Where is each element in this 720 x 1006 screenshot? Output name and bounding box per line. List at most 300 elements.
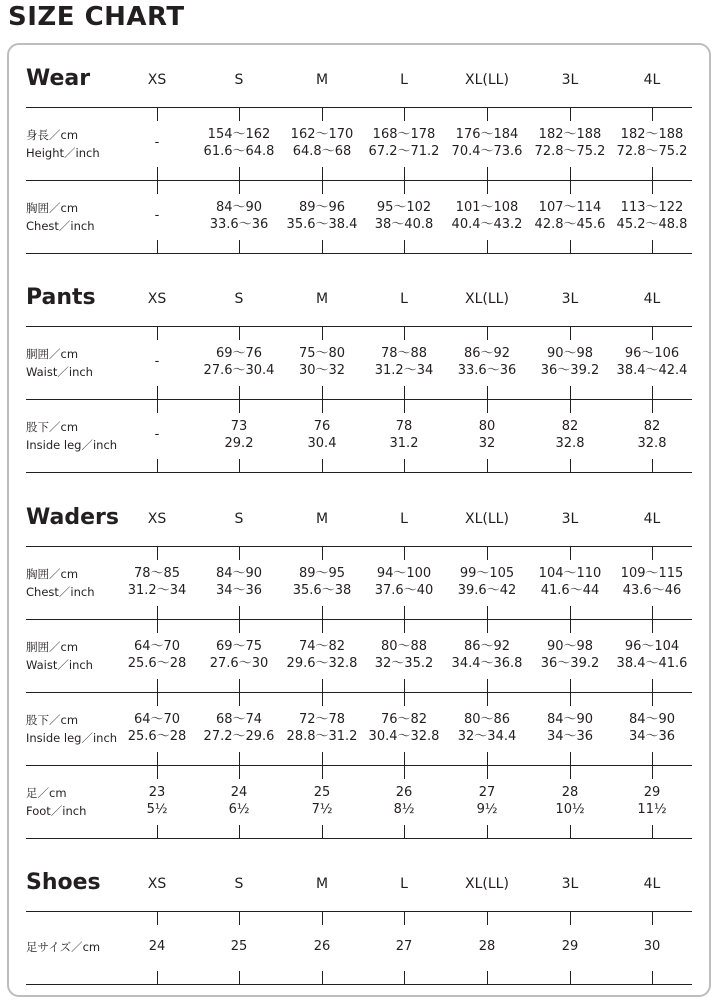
column-tick [652,547,653,560]
row-label-cm: 身長／cm [26,128,79,142]
column-tick [239,181,240,194]
size-header: S [234,72,244,88]
size-value [194,126,284,160]
column-tick [487,240,488,253]
column-tick [570,400,571,413]
size-value [277,418,367,452]
value-cm: 24 [148,939,166,954]
column-tick [322,766,323,779]
value-cm: 90〜98 [546,346,594,361]
size-header: 4L [643,876,661,892]
row-divider [26,180,692,181]
column-tick [570,181,571,194]
row-divider [26,619,692,620]
column-tick [570,620,571,633]
value-cm: 23 [148,785,166,800]
column-tick [570,825,571,838]
value-cm: 95〜102 [376,200,432,215]
size-value [277,126,367,160]
size-value [607,199,697,233]
value-inch: 25.6〜28 [127,729,187,744]
size-value [112,565,202,599]
size-value [112,353,202,370]
column-tick [239,766,240,779]
column-tick [570,679,571,692]
column-tick [322,400,323,413]
column-tick [652,167,653,180]
value-cm: 90〜98 [546,639,594,654]
value-cm: - [154,427,160,442]
value-cm: 89〜96 [298,200,346,215]
size-value [525,938,615,955]
value-cm: 76〜82 [380,712,428,727]
column-tick [570,752,571,765]
column-tick [157,606,158,619]
column-tick [157,912,158,925]
value-inch: 32〜35.2 [374,656,434,671]
column-tick [322,547,323,560]
value-cm: 99〜105 [459,566,515,581]
column-tick [157,400,158,413]
value-cm: 82 [643,419,661,434]
value-inch: 61.6〜64.8 [203,144,275,159]
size-value [194,418,284,452]
column-tick [404,620,405,633]
size-value [359,784,449,818]
value-cm: 72〜78 [298,712,346,727]
size-header: L [400,876,408,892]
value-inch: 30〜32 [298,363,346,378]
column-tick [322,752,323,765]
row-label-cm: 胴囲／cm [26,347,79,361]
value-cm: 64〜70 [133,639,181,654]
row-divider [26,838,692,839]
column-tick [239,693,240,706]
size-value [525,784,615,818]
column-tick [570,693,571,706]
size-value [525,126,615,160]
value-cm: 86〜92 [463,639,511,654]
column-tick [404,327,405,340]
column-tick [652,912,653,925]
size-header: XL(LL) [465,291,509,307]
size-value [607,938,697,955]
size-value [607,126,697,160]
value-inch: 30.4 [307,436,337,451]
column-tick [157,459,158,472]
row-divider [26,326,692,327]
size-header: S [234,511,244,527]
value-cm: 107〜114 [538,200,602,215]
value-inch: 36〜39.2 [540,363,600,378]
value-cm: 78〜85 [133,566,181,581]
value-inch: 38.4〜41.6 [616,656,688,671]
value-inch: 64.8〜68 [292,144,352,159]
size-header: M [315,291,329,307]
column-tick [404,752,405,765]
value-inch: 36〜39.2 [540,656,600,671]
value-inch: 70.4〜73.6 [451,144,523,159]
page-title: SIZE CHART [8,2,185,32]
size-value [525,638,615,672]
column-tick [322,108,323,121]
column-tick [404,181,405,194]
value-cm: 84〜90 [215,200,263,215]
value-inch: 67.2〜71.2 [368,144,440,159]
column-tick [570,386,571,399]
value-cm: 76 [313,419,331,434]
value-cm: 109〜115 [620,566,684,581]
column-tick [157,825,158,838]
column-tick [404,108,405,121]
size-value [112,938,202,955]
column-tick [157,547,158,560]
column-tick [652,459,653,472]
value-inch: 30.4〜32.8 [368,729,440,744]
column-tick [322,240,323,253]
value-inch: 41.6〜44 [540,583,600,598]
section-title: Pants [26,285,96,310]
column-tick [322,912,323,925]
value-cm: 82 [561,419,579,434]
row-label-inch: Inside leg／inch [26,731,118,745]
row-label-inch: Waist／inch [26,658,93,672]
size-header: 4L [643,291,661,307]
size-header: 3L [561,511,579,527]
value-cm: 29 [643,785,661,800]
column-tick [239,752,240,765]
row-divider [26,546,692,547]
size-value [194,345,284,379]
column-tick [652,693,653,706]
size-value [194,199,284,233]
value-inch: 72.8〜75.2 [534,144,606,159]
column-tick [157,327,158,340]
value-cm: 96〜106 [624,346,680,361]
size-value [194,938,284,955]
row-label-cm: 胸囲／cm [26,567,79,581]
value-cm: 168〜178 [372,127,436,142]
value-cm: 84〜90 [215,566,263,581]
value-inch: 35.6〜38.4 [286,217,358,232]
row-divider [26,472,692,473]
value-inch: 25.6〜28 [127,656,187,671]
value-inch: 34〜36 [215,583,263,598]
column-tick [487,400,488,413]
row-label-cm: 股下／cm [26,713,79,727]
value-cm: 182〜188 [538,127,602,142]
column-tick [652,752,653,765]
row-divider [26,765,692,766]
column-tick [487,679,488,692]
size-value [277,345,367,379]
size-value [525,418,615,452]
value-cm: 64〜70 [133,712,181,727]
column-tick [404,400,405,413]
size-value [359,418,449,452]
size-value [277,784,367,818]
column-tick [239,679,240,692]
value-inch: 6½ [228,802,250,817]
value-cm: 94〜100 [376,566,432,581]
size-value [112,134,202,151]
row-label-inch: Chest／inch [26,585,95,599]
column-tick [239,825,240,838]
value-cm: 78〜88 [380,346,428,361]
size-header: L [400,72,408,88]
column-tick [239,620,240,633]
column-tick [322,606,323,619]
value-inch: 43.6〜46 [622,583,682,598]
column-tick [652,606,653,619]
row-label-inch: Height／inch [26,146,100,160]
row-label-inch: Chest／inch [26,219,95,233]
row-label-inch: Inside leg／inch [26,438,118,452]
column-tick [239,108,240,121]
size-value [607,345,697,379]
size-value [442,784,532,818]
column-tick [157,240,158,253]
column-tick [157,693,158,706]
value-cm: 80〜86 [463,712,511,727]
size-header: XS [147,511,167,527]
column-tick [487,386,488,399]
column-tick [404,547,405,560]
value-inch: 8½ [393,802,415,817]
size-value [442,711,532,745]
size-header: 3L [561,72,579,88]
value-inch: 32〜34.4 [457,729,517,744]
column-tick [157,766,158,779]
column-tick [487,606,488,619]
column-tick [322,459,323,472]
size-value [359,938,449,955]
column-tick [487,825,488,838]
size-value [607,638,697,672]
size-value [359,126,449,160]
row-divider [26,399,692,400]
column-tick [404,606,405,619]
column-tick [322,327,323,340]
column-tick [322,679,323,692]
size-header: XS [147,291,167,307]
value-cm: 89〜95 [298,566,346,581]
value-cm: 104〜110 [538,566,602,581]
section-wear [0,66,720,255]
value-cm: 68〜74 [215,712,263,727]
column-tick [570,240,571,253]
value-cm: 176〜184 [455,127,519,142]
column-tick [322,825,323,838]
row-label-inch: Waist／inch [26,365,93,379]
size-value [194,784,284,818]
size-value [277,711,367,745]
value-cm: 26 [395,785,413,800]
value-inch: 11½ [637,802,667,817]
column-tick [570,167,571,180]
size-header: L [400,511,408,527]
column-tick [652,108,653,121]
column-tick [239,971,240,984]
column-tick [404,679,405,692]
size-header: XL(LL) [465,876,509,892]
size-value [442,126,532,160]
column-tick [652,181,653,194]
column-tick [570,547,571,560]
size-header: XL(LL) [465,511,509,527]
column-tick [239,240,240,253]
value-inch: 45.2〜48.8 [616,217,688,232]
value-cm: 74〜82 [298,639,346,654]
value-cm: - [154,135,160,150]
value-inch: 32.8 [555,436,585,451]
row-label-cm: 胴囲／cm [26,640,79,654]
row-divider [26,911,692,912]
section-title: Waders [26,505,119,530]
value-inch: 34〜36 [628,729,676,744]
column-tick [239,459,240,472]
column-tick [157,108,158,121]
column-tick [570,971,571,984]
column-tick [239,400,240,413]
size-value [277,199,367,233]
value-inch: 9½ [476,802,498,817]
size-header: 4L [643,72,661,88]
value-cm: 80 [478,419,496,434]
value-cm: 30 [643,939,661,954]
size-value [359,199,449,233]
column-tick [239,912,240,925]
column-tick [487,108,488,121]
value-cm: 73 [230,419,248,434]
size-header: M [315,511,329,527]
column-tick [652,327,653,340]
column-tick [487,181,488,194]
value-cm: 29 [561,939,579,954]
value-inch: 27.2〜29.6 [203,729,275,744]
row-divider [26,107,692,108]
size-header: 4L [643,511,661,527]
column-tick [404,912,405,925]
size-header: 3L [561,876,579,892]
row-divider [26,984,692,985]
column-tick [239,327,240,340]
section-title: Shoes [26,870,101,895]
size-value [112,784,202,818]
row-label-cm: 足サイズ／cm [26,940,101,954]
size-value [359,345,449,379]
value-cm: 84〜90 [628,712,676,727]
size-value [442,199,532,233]
section-title: Wear [26,66,91,91]
size-value [525,345,615,379]
size-header: M [315,876,329,892]
size-value [442,418,532,452]
value-cm: 28 [561,785,579,800]
size-header: S [234,291,244,307]
size-value [359,711,449,745]
value-inch: 5½ [146,802,168,817]
value-cm: 25 [230,939,248,954]
column-tick [157,181,158,194]
value-inch: 35.6〜38 [292,583,352,598]
column-tick [322,386,323,399]
value-inch: 10½ [555,802,585,817]
value-cm: 154〜162 [207,127,271,142]
value-cm: - [154,208,160,223]
value-inch: 32 [478,436,496,451]
column-tick [322,971,323,984]
row-label-inch: Foot／inch [26,804,87,818]
column-tick [652,386,653,399]
value-inch: 33.6〜36 [457,363,517,378]
size-header: S [234,876,244,892]
size-header: L [400,291,408,307]
column-tick [404,459,405,472]
size-value [194,711,284,745]
value-inch: 37.6〜40 [374,583,434,598]
value-cm: 80〜88 [380,639,428,654]
column-tick [570,108,571,121]
value-inch: 42.8〜45.6 [534,217,606,232]
column-tick [404,167,405,180]
column-tick [404,971,405,984]
size-value [277,638,367,672]
column-tick [652,825,653,838]
value-cm: 84〜90 [546,712,594,727]
size-value [112,207,202,224]
section-waders [0,505,720,840]
column-tick [322,693,323,706]
column-tick [157,167,158,180]
column-tick [570,606,571,619]
size-header: XS [147,876,167,892]
value-cm: 182〜188 [620,127,684,142]
column-tick [570,459,571,472]
size-value [442,345,532,379]
column-tick [404,386,405,399]
value-cm: 26 [313,939,331,954]
value-inch: 27.6〜30 [209,656,269,671]
column-tick [487,547,488,560]
value-inch: 27.6〜30.4 [203,363,275,378]
size-header: XL(LL) [465,72,509,88]
size-value [277,565,367,599]
column-tick [322,181,323,194]
column-tick [652,766,653,779]
size-value [525,199,615,233]
column-tick [404,825,405,838]
value-cm: 96〜104 [624,639,680,654]
column-tick [487,971,488,984]
row-divider [26,253,692,254]
size-value [442,565,532,599]
column-tick [487,620,488,633]
value-inch: 33.6〜36 [209,217,269,232]
value-cm: 113〜122 [620,200,684,215]
value-cm: 28 [478,939,496,954]
column-tick [487,327,488,340]
value-cm: 69〜75 [215,639,263,654]
column-tick [404,693,405,706]
value-cm: 162〜170 [290,127,354,142]
row-label-cm: 胸囲／cm [26,201,79,215]
value-cm: - [154,354,160,369]
row-label-cm: 足／cm [26,786,67,800]
column-tick [239,167,240,180]
size-header: M [315,72,329,88]
column-tick [487,167,488,180]
